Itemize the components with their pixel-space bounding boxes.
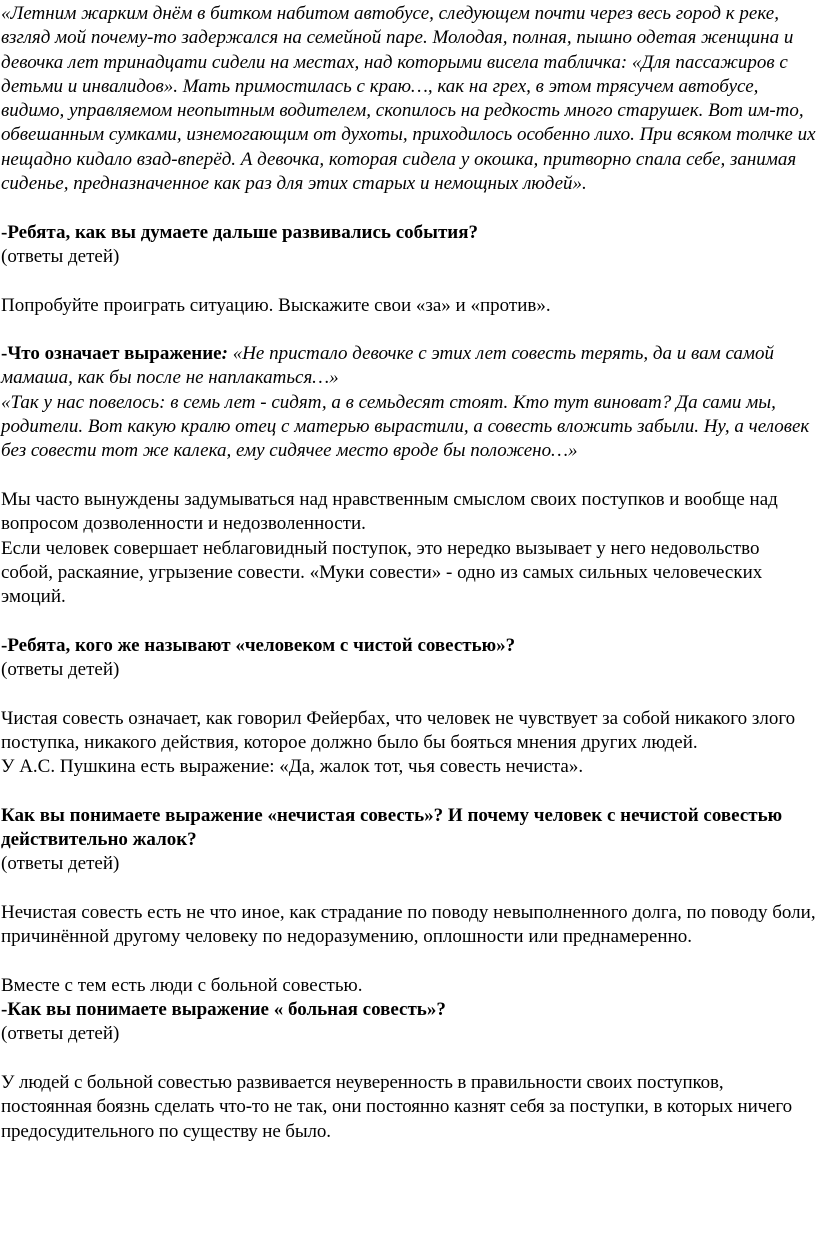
children-answers-note: (ответы детей) <box>1 853 120 875</box>
sick-conscience-intro: Вместе с тем есть люди с больной совестью. <box>1 974 363 996</box>
sick-conscience-paragraph: У людей с больной совестью развивается неуверенность в правильности своих поступков, постоянная боязнь сделать что-то не так, они постоянно казнят себя за поступки, в которых ничего предосудительного по существу не было. <box>1 1072 792 1142</box>
paragraph-gap <box>1 464 816 488</box>
question-expression-quote: «Не пристало девочке с этих лет совесть терять, да и вам самой мамаша, как бы после не наплакаться…» <box>1 343 775 389</box>
paragraph-gap <box>1 780 816 804</box>
question-expression-lead: -Что означает выражение <box>1 343 222 365</box>
question-expression-meaning <box>1 342 816 391</box>
story-intro-paragraph: «Летним жарким днём в битком набитом автобусе, следующем почти через весь город к реке, взгляд мой почему-то задержался на семейной паре. Молодая, полная, пышно одетая женщина и девочка лет тринадцати сидели на местах, над которыми висела табличка: «Для пассажиров с детьми и инвалидов». Мать примостилась с краю…, как на грех, в этом трясучем автобусе, видимо, управляемом неопытным водителем, скопилось на редкость много старушек. Вот им-то, обвешанным сумками, изнемогающим от духоты, приходилось особенно лихо. При всяком толчке их нещадно кидало взад-вперёд. А девочка, которая сидела у окошка, притворно спала себе, занимая сиденье, предназначенное как раз для этих старых и немощных людей». <box>1 3 816 195</box>
pushkin-quote-paragraph: У А.С. Пушкина есть выражение: «Да, жалок тот, чья совесть нечиста». <box>1 756 584 778</box>
question-sick-conscience: -Как вы понимаете выражение « больная совесть»? <box>1 999 446 1021</box>
roleplay-paragraph: Попробуйте проиграть ситуацию. Выскажите свои «за» и «против». <box>1 294 551 316</box>
unclean-conscience-paragraph: Нечистая совесть есть не что иное, как страдание по поводу невыполненного долга, по поводу боли, причинённой другому человеку по недоразумению, оплошности или преднамеренно. <box>1 901 816 948</box>
clean-conscience-paragraph: Чистая совесть означает, как говорил Фейербах, что человек не чувствует за собой никакого злого поступка, никакого действия, которое должно было бы бояться мнения других людей. <box>1 707 796 753</box>
question-clean-conscience: -Ребята, кого же называют «человеком с чистой совестью»? <box>1 634 516 656</box>
paragraph-gap <box>1 877 816 901</box>
question-events: -Ребята, как вы думаете дальше развивались события? <box>1 221 479 243</box>
children-answers-note: (ответы детей) <box>1 245 120 267</box>
moral-paragraph-1: Мы часто вынуждены задумываться над нравственным смыслом своих поступков и вообще над вопросом дозволенности и недозволенности. <box>1 488 778 535</box>
moral-paragraph-2: Если человек совершает неблаговидный поступок, это нередко вызывает у него недовольство собой, раскаяние, угрызение совести. «Муки совести» - одно из самых сильных человеческих эмоций. <box>1 537 763 608</box>
question-unclean-conscience: Как вы понимаете выражение «нечистая совесть»? И почему человек с нечистой совестью действительно жалок? <box>1 804 783 851</box>
paragraph-gap <box>1 682 816 706</box>
paragraph-gap <box>1 196 816 220</box>
quote-paragraph: «Так у нас повелось: в семь лет - сидят, а в семьдесят стоят. Кто тут виноват? Да сами мы, родители. Вот какую кралю отец с матерью вырастили, а совесть вложить забыли. Ну, а человек без совести тот же калека, ему сидячее место вроде бы положено…» <box>1 391 810 462</box>
question-expression-colon: : <box>221 343 228 365</box>
children-answers-note: (ответы детей) <box>1 659 120 681</box>
paragraph-gap <box>1 269 816 293</box>
paragraph-gap <box>1 318 816 342</box>
paragraph-gap <box>1 609 816 633</box>
paragraph-gap <box>1 1047 816 1071</box>
paragraph-gap <box>1 950 816 974</box>
children-answers-note: (ответы детей) <box>1 1023 120 1045</box>
